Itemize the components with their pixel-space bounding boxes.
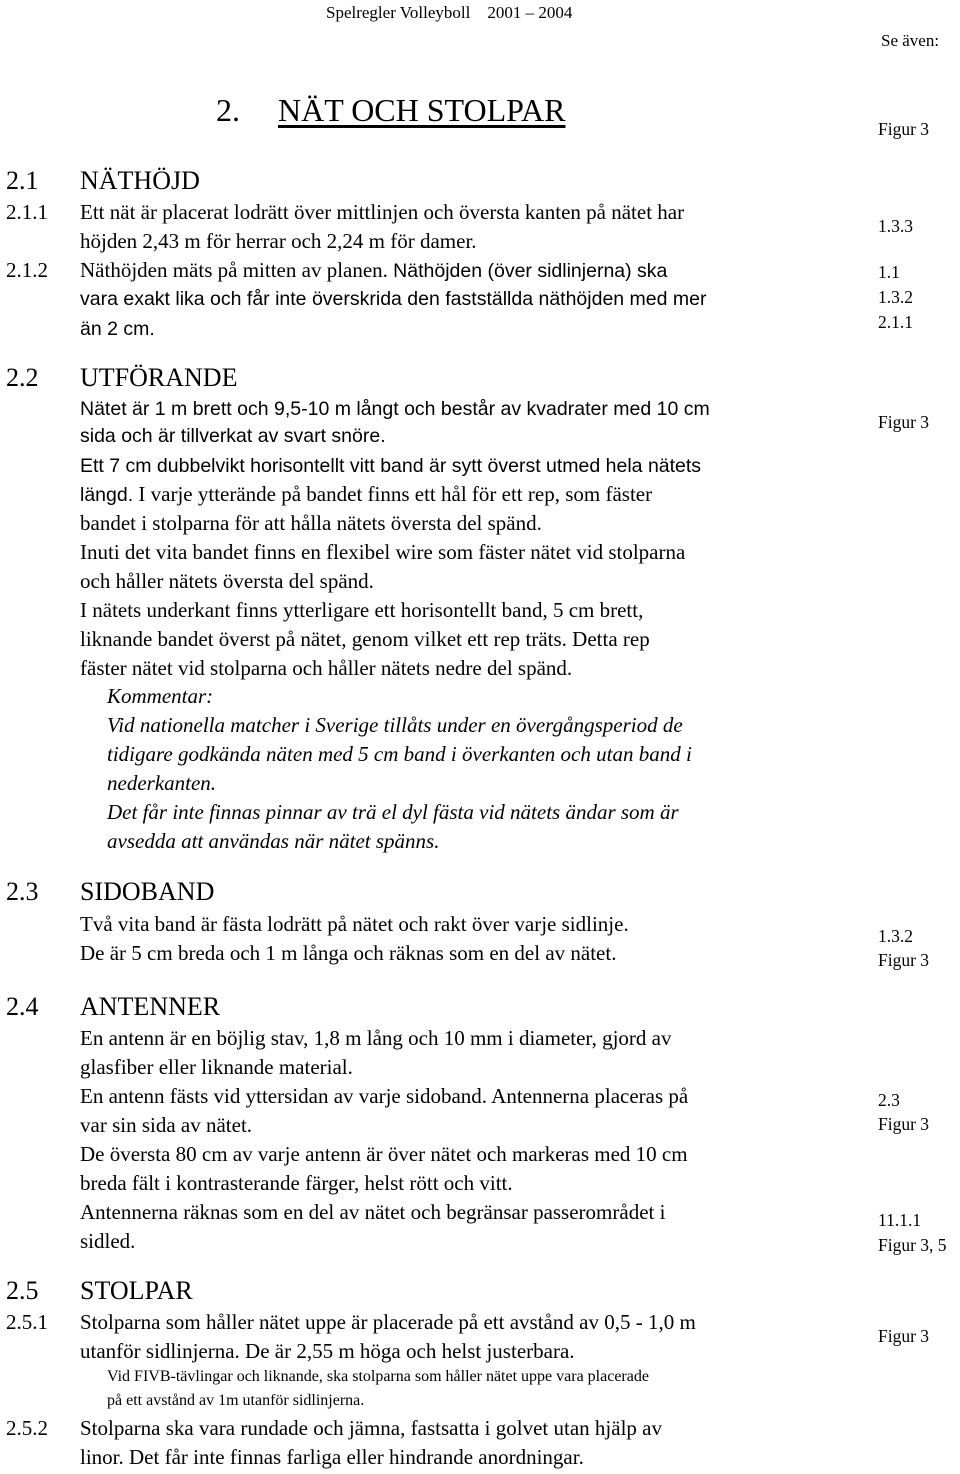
body-line: En antenn är en böjlig stav, 1,8 m lång och 10 mm i diameter, gjord av: [80, 1026, 672, 1050]
body-line: Näthöjden mäts på mitten av planen. Näthöjden (över sidlinjerna) ska: [80, 258, 668, 282]
body-line: Stolparna som håller nätet uppe är placerade på ett avstånd av 0,5 - 1,0 m: [80, 1310, 696, 1334]
body-line: sida och är tillverkat av svart snöre.: [80, 425, 386, 447]
note-line: Vid FIVB-tävlingar och liknande, ska stolparna som håller nätet uppe vara placerade: [107, 1368, 649, 1385]
body-line: De översta 80 cm av varje antenn är över nätet och markeras med 10 cm: [80, 1142, 688, 1166]
section-2-2-number: 2.2: [6, 363, 39, 392]
body-line: Stolparna ska vara rundade och jämna, fastsatta i golvet utan hjälp av: [80, 1416, 662, 1440]
comment-label: Kommentar:: [107, 684, 214, 708]
margin-reference: Figur 3: [878, 950, 930, 970]
section-2-4-number: 2.4: [6, 992, 39, 1021]
body-line: liknande bandet överst på nätet, genom vilket ett rep träts. Detta rep: [80, 627, 650, 651]
header-years: 2001 – 2004: [487, 3, 573, 22]
margin-reference: 1.3.2: [878, 926, 913, 946]
body-line: Två vita band är fästa lodrätt på nätet och rakt över varje sidlinje.: [80, 912, 629, 936]
body-line: Nätet är 1 m brett och 9,5-10 m långt och består av kvadrater med 10 cm: [80, 398, 710, 420]
body-line: I nätets underkant finns ytterligare ett horisontellt band, 5 cm brett,: [80, 598, 644, 622]
comment-line: nederkanten.: [107, 771, 217, 795]
rule-number: 2.1.1: [6, 200, 48, 224]
comment-line: Det får inte finnas pinnar av trä el dyl fästa vid nätets ändar som är: [107, 800, 679, 824]
margin-reference: Figur 3: [878, 1114, 930, 1134]
body-line: sidled.: [80, 1229, 136, 1253]
margin-reference: 2.1.1: [878, 312, 913, 332]
margin-reference: Figur 3: [878, 412, 930, 432]
body-line: Antennerna räknas som en del av nätet och begränsar passerområdet i: [80, 1200, 666, 1224]
margin-reference: Figur 3: [878, 1326, 930, 1346]
section-2-5-number: 2.5: [6, 1276, 39, 1305]
margin-reference: Figur 3: [878, 119, 930, 139]
section-2-1-title: NÄTHÖJD: [80, 166, 200, 195]
comment-line: avsedda att användas när nätet spänns.: [107, 829, 440, 853]
margin-reference: 11.1.1: [878, 1210, 922, 1230]
section-2-2-title: UTFÖRANDE: [80, 363, 238, 392]
body-line: breda fält i kontrasterande färger, helst rött och vitt.: [80, 1171, 513, 1195]
rule-number: 2.5.1: [6, 1310, 48, 1334]
rule-number: 2.1.2: [6, 258, 48, 282]
body-line: glasfiber eller liknande material.: [80, 1055, 353, 1079]
body-line: De är 5 cm breda och 1 m långa och räknas som en del av nätet.: [80, 941, 617, 965]
margin-reference: 1.1: [878, 262, 900, 282]
body-line: En antenn fästs vid yttersidan av varje sidoband. Antennerna placeras på: [80, 1084, 689, 1108]
body-line: än 2 cm.: [80, 318, 155, 340]
section-2-3-title: SIDOBAND: [80, 877, 215, 906]
body-line: och håller nätets översta del spänd.: [80, 569, 374, 593]
body-line: vara exakt lika och får inte överskrida den fastställda näthöjden med mer: [80, 288, 707, 310]
body-line: Ett nät är placerat lodrätt över mittlinjen och översta kanten på nätet har: [80, 200, 685, 224]
body-line: höjden 2,43 m för herrar och 2,24 m för damer.: [80, 229, 477, 253]
header-title: Spelregler Volleyboll 2001 – 2004: [326, 3, 573, 22]
chapter-number: 2.: [216, 92, 240, 128]
rule-number: 2.5.2: [6, 1416, 48, 1440]
body-line: längd. I varje ytterände på bandet finns ett hål för ett rep, som fäster: [80, 482, 653, 506]
chapter-title: NÄT OCH STOLPAR: [278, 92, 566, 128]
section-2-3-number: 2.3: [6, 877, 39, 906]
body-line: linor. Det får inte finnas farliga eller hindrande anordningar.: [80, 1445, 584, 1469]
margin-reference: 1.3.2: [878, 287, 913, 307]
section-2-5-title: STOLPAR: [80, 1276, 193, 1305]
body-line: Ett 7 cm dubbelvikt horisontellt vitt band är sytt överst utmed hela nätets: [80, 455, 702, 477]
margin-reference: 2.3: [878, 1090, 900, 1110]
body-line: utanför sidlinjerna. De är 2,55 m höga och helst justerbara.: [80, 1339, 575, 1363]
margin-reference: Figur 3, 5: [878, 1235, 947, 1255]
body-line: Inuti det vita bandet finns en flexibel wire som fäster nätet vid stolparna: [80, 540, 686, 564]
body-line: var sin sida av nätet.: [80, 1113, 253, 1137]
note-line: på ett avstånd av 1m utanför sidlinjerna.: [107, 1392, 365, 1409]
section-2-4-title: ANTENNER: [80, 992, 221, 1021]
comment-line: tidigare godkända näten med 5 cm band i överkanten och utan band i: [107, 742, 692, 766]
chapter-heading: [216, 92, 565, 129]
body-line: bandet i stolparna för att hålla nätets översta del spänd.: [80, 511, 542, 535]
margin-reference: 1.3.3: [878, 216, 913, 236]
section-2-1-number: 2.1: [6, 166, 39, 195]
comment-line: Vid nationella matcher i Sverige tillåts under en övergångsperiod de: [107, 713, 683, 737]
see-also-label: Se även:: [881, 31, 940, 50]
body-line: fäster nätet vid stolparna och håller nätets nedre del spänd.: [80, 656, 573, 680]
